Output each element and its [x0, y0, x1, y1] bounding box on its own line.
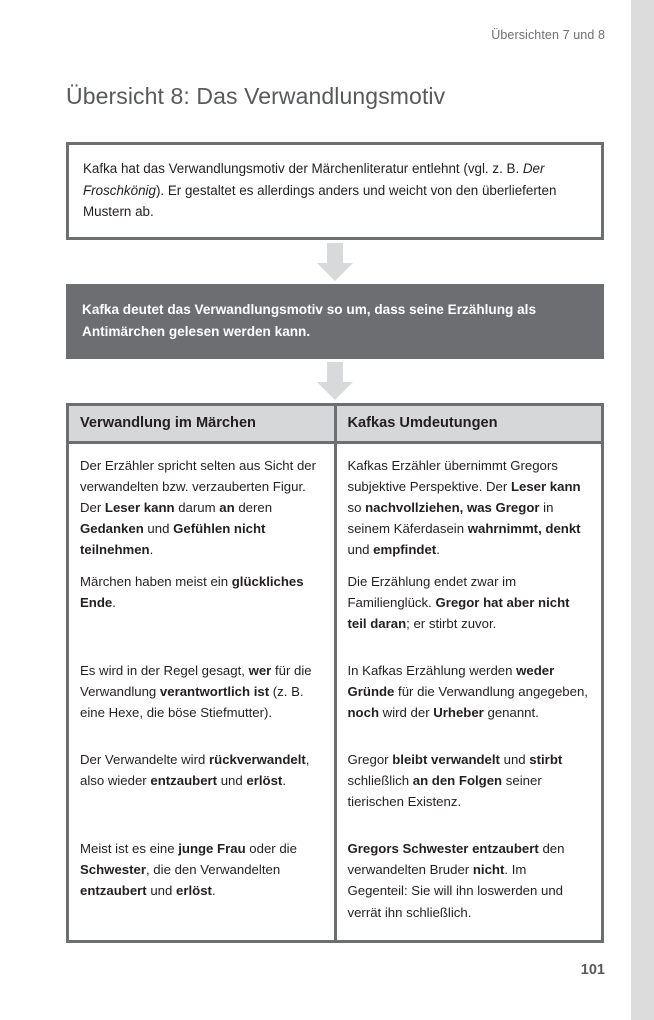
table-row: [68, 560, 603, 649]
thesis-box: Kafka deutet das Verwandlungsmotiv so um, dass seine Erzählung als Antimärchen gelesen werden kann.: [66, 284, 604, 359]
table-row: [68, 738, 603, 827]
cell-text: Meist ist es eine junge Frau oder die Schwester, die den Verwandelten entzaubert und erlöst.: [80, 841, 297, 899]
cell-text: Der Erzähler spricht selten aus Sicht der verwandelten bzw. verzauberten Figur. Der Leser kann darum an deren Gedanken und Gefühlen nicht teilnehmen.: [80, 457, 317, 558]
arrow-down-2-wrap: [66, 359, 604, 403]
running-head: Übersichten 7 und 8: [491, 28, 605, 42]
cell-text: Kafkas Erzähler übernimmt Gregors subjektive Perspektive. Der Leser kann so nachvollziehen, was Gregor in seinem Käferdasein wahrnimmt, denkt und empfindet.: [347, 457, 581, 558]
table-row: [68, 827, 603, 942]
table-cell-right: [335, 442, 603, 560]
table-header: [68, 404, 603, 442]
column-header-kafka: Kafkas Umdeutungen: [335, 404, 603, 442]
table-row: [68, 442, 603, 560]
cell-text: Die Erzählung endet zwar im Familienglück. Gregor hat aber nicht teil daran; er stirbt zuvor.: [347, 574, 570, 632]
cell-text: Gregors Schwester entzaubert den verwandelten Bruder nicht. Im Gegenteil: Sie will ihn loswerden und verrät ihn schließlich.: [347, 841, 565, 920]
cell-text: Märchen haben meist ein glückliches Ende.: [80, 574, 304, 611]
arrow-down-icon: [317, 243, 353, 281]
arrow-down-icon: [317, 362, 353, 400]
table-cell-left: [68, 827, 336, 942]
page-edge-strip: [631, 0, 654, 1020]
table-row: [68, 649, 603, 738]
page-number: 101: [580, 962, 605, 978]
cell-text: Es wird in der Regel gesagt, wer für die Verwandlung verantwortlich ist (z. B. eine Hexe, die böse Stiefmutter).: [80, 663, 312, 721]
flow-diagram: [66, 142, 604, 943]
cell-text: Gregor bleibt verwandelt und stirbt schließlich an den Folgen seiner tierischen Existenz.: [347, 752, 563, 810]
table-header-row: [68, 404, 603, 442]
table-cell-left: [68, 649, 336, 738]
cell-text: Der Verwandelte wird rückverwandelt, also wieder entzaubert und erlöst.: [80, 752, 310, 789]
table-cell-right: [335, 738, 603, 827]
column-header-maerchen: Verwandlung im Märchen: [68, 404, 336, 442]
table-cell-left: [68, 442, 336, 560]
table-cell-right: [335, 827, 603, 942]
comparison-table: [66, 403, 604, 944]
cell-text: In Kafkas Erzählung werden weder Gründe für die Verwandlung angegeben, noch wird der Urheber genannt.: [347, 663, 588, 721]
arrow-down-1-wrap: [66, 240, 604, 284]
intro-box: Kafka hat das Verwandlungsmotiv der Märchenliteratur entlehnt (vgl. z. B. Der Froschkönig). Er gestaltet es allerdings anders und weicht von den überlieferten Mustern ab.: [66, 142, 604, 240]
table-cell-left: [68, 560, 336, 649]
table-cell-right: [335, 649, 603, 738]
page-title: Übersicht 8: Das Verwandlungsmotiv: [66, 83, 446, 110]
table-body: [68, 442, 603, 942]
table-cell-left: [68, 738, 336, 827]
table-cell-right: [335, 560, 603, 649]
